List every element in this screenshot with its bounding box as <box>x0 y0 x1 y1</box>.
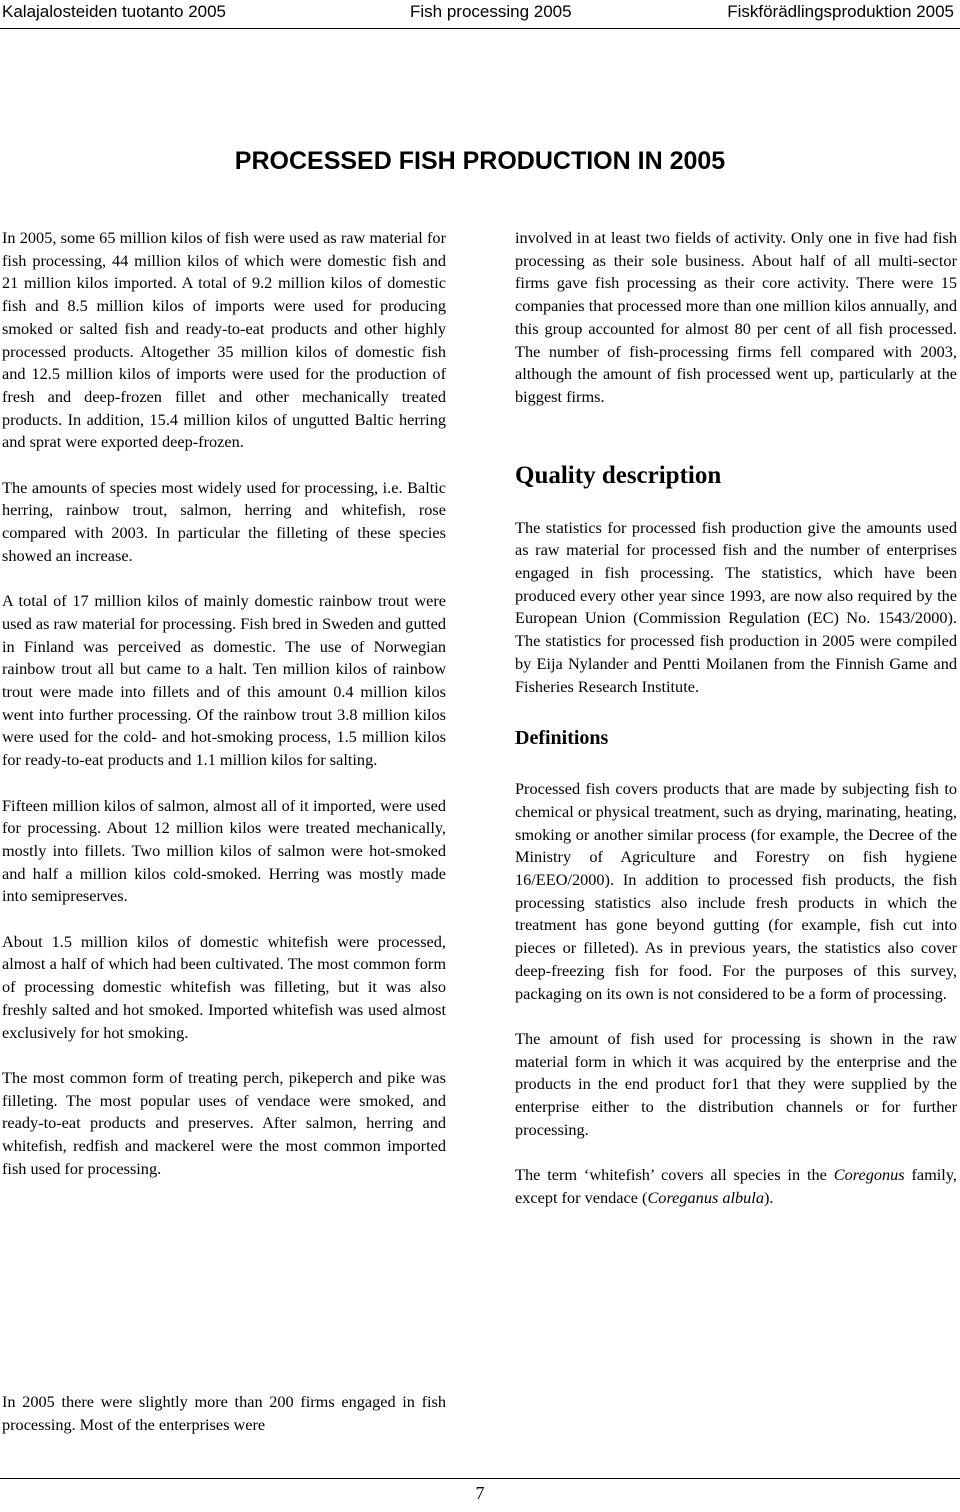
running-header <box>0 0 960 28</box>
right-column <box>515 227 957 1210</box>
text-run: family, except for vendace ( <box>515 1165 957 1207</box>
header-swedish-title: Fiskförädlingsproduktion 2005 <box>727 2 954 21</box>
paragraph: The statistics for processed fish production give the amounts used as raw material for processed fish and the number of enterprises engaged in fish processing. The statistics, which have been produced every other year since 1993, are now also required by the European Union (Commission Regulation (EC) No. 1543/2000). The statistics for processed fish production in 2005 were compiled by Eija Nylander and Pentti Moilanen from the Finnish Game and Fisheries Research Institute. <box>515 517 957 696</box>
page-number: 7 <box>475 1483 485 1503</box>
paragraph: Processed fish covers products that are made by subjecting fish to chemical or physical treatment, such as drying, marinating, heating, smoking or another similar process (for example, the Decree of the Ministry of Agriculture and Forestry on fish hygiene 16/EEO/2000). In addition to processed fish products, the fish processing statistics also include fresh products in which the treatment has gone beyond gutting (for example, fish cut into pieces or filleted). As in previous years, the statistics also cover deep-freezing fish for food. For the purposes of this survey, packaging on its own is not considered to be a form of processing. <box>515 779 957 1003</box>
section-heading-definitions: Definitions <box>515 727 609 750</box>
paragraph: The amount of fish used for processing is shown in the raw material form in which it was acquired by the enterprise and the products in the end product for1 that they were supplied by the enterprise either to the distribution channels or for further processing. <box>515 1028 957 1139</box>
text-run: ). <box>763 1187 774 1207</box>
section-heading-quality: Quality description <box>515 461 722 489</box>
paragraph: About 1.5 million kilos of domestic whitefish were processed, almost a half of which had been cultivated. The most common form of processing domestic whitefish was filleting, but it was also freshly salted and hot smoked. Imported whitefish was used almost exclusively for hot smoking. <box>2 931 446 1042</box>
paragraph: Fifteen million kilos of salmon, almost all of it imported, were used for processing. About 12 million kilos were treated mechanically, mostly into fillets. Two million kilos of salmon were hot-smoked and half a million kilos cold-smoked. Herring was mostly made into semipreserves. <box>2 795 446 906</box>
paragraph: A total of 17 million kilos of mainly domestic rainbow trout were used as raw material for processing. Fish bred in Sweden and gutted in Finland was perceived as domestic. The use of Norwegian rainbow trout all but came to a halt. Ten million kilos of rainbow trout were made into fillets and of this amount 0.4 million kilos went into further processing. Of the rainbow trout 3.8 million kilos were used for the cold- and hot-smoking process, 1.5 million kilos for ready-to-eat products and 1.1 million kilos for salting. <box>2 591 447 770</box>
italic-genus: Coregonus <box>833 1165 905 1185</box>
paragraph-whitefish-term <box>515 1164 957 1209</box>
italic-species: Coreganus albula <box>647 1187 764 1207</box>
footer-rule <box>0 1478 960 1479</box>
paragraph: In 2005 there were slightly more than 200 firms engaged in fish processing. Most of the enterprises were <box>2 1392 446 1434</box>
left-column <box>2 227 446 1180</box>
paragraph: involved in at least two fields of activity. Only one in five had fish processing as their sole business. About half of all multi-sector firms gave fish processing as their core activity. There were 15 companies that processed more than one million kilos annually, and this group accounted for almost 80 per cent of all fish processed. The number of fish-processing firms fell compared with 2003, although the amount of fish processed went up, particularly at the biggest firms. <box>515 228 957 406</box>
paragraph: The amounts of species most widely used for processing, i.e. Baltic herring, rainbow trout, salmon, herring and whitefish, rose compared with 2003. In particular the filleting of these species showed an increase. <box>2 477 446 565</box>
text-run: The term ‘whitefish’ covers all species in the <box>515 1165 834 1185</box>
left-column-continued <box>2 1391 446 1436</box>
header-english-title: Fish processing 2005 <box>410 2 572 21</box>
page-title: PROCESSED FISH PRODUCTION IN 2005 <box>234 147 726 175</box>
header-finnish-title: Kalajalosteiden tuotanto 2005 <box>2 2 227 21</box>
header-rule <box>0 28 960 29</box>
paragraph: In 2005, some 65 million kilos of fish were used as raw material for fish processing, 44 million kilos of which were domestic fish and 21 million kilos imported. A total of 9.2 million kilos of domestic fish and 8.5 million kilos of imports were used for producing smoked or salted fish and ready-to-eat products and other highly processed products. Altogether 35 million kilos of domestic fish and 12.5 million kilos of imports were used for the production of fresh and deep-frozen fillet and other mechanically treated products. In addition, 15.4 million kilos of ungutted Baltic herring and sprat were exported deep-frozen. <box>2 228 446 452</box>
paragraph: The most common form of treating perch, pikeperch and pike was filleting. The most popular uses of vendace were smoked, and ready-to-eat products and preserves. After salmon, herring and whitefish, redfish and mackerel were the most common imported fish used for processing. <box>2 1067 446 1178</box>
